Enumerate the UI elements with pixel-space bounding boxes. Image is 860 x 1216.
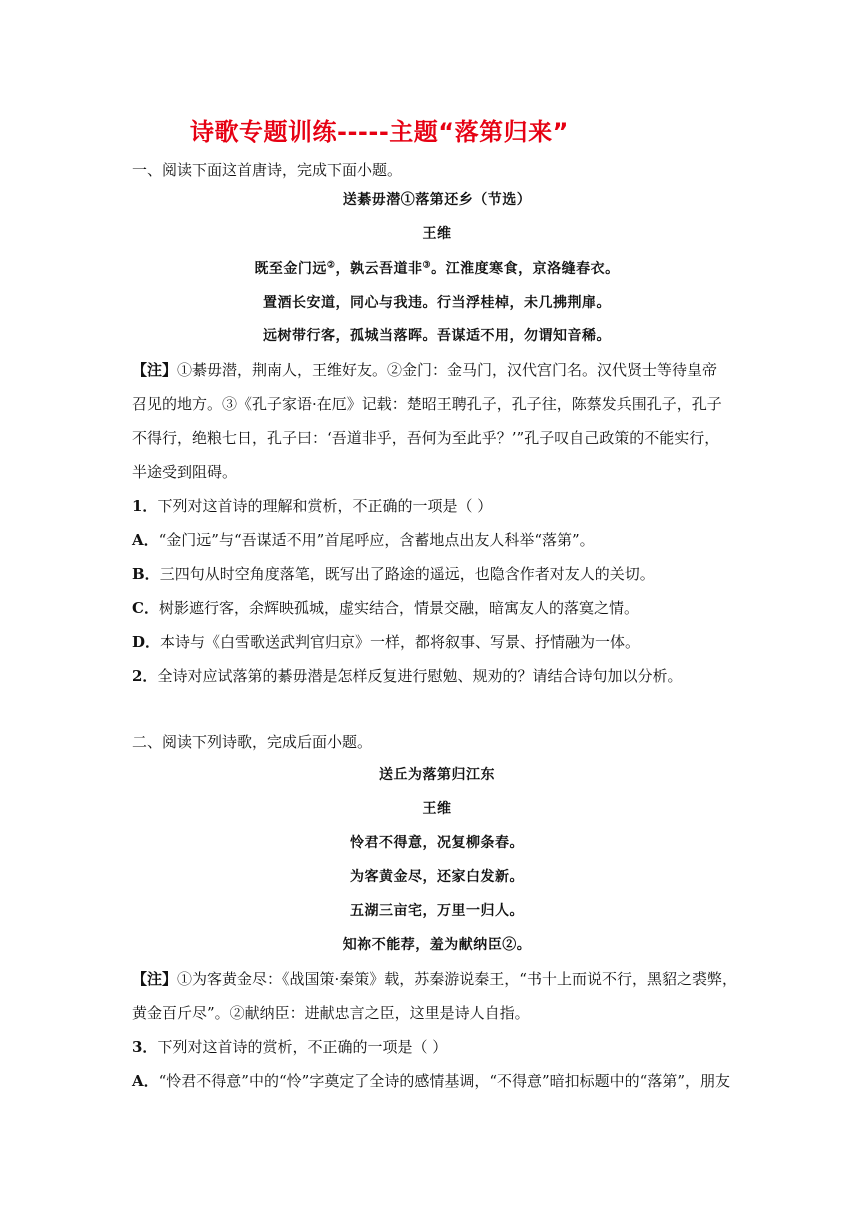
poem1-line-1-part-b: ，孰云吾道非 bbox=[335, 261, 423, 277]
option-1d-text: 本诗与《白雪歌送武判官归京》一样，都将叙事、写景、抒情融为一体。 bbox=[160, 633, 641, 651]
option-1b-label: B． bbox=[132, 565, 160, 583]
poem1-title: 送綦毋潜①落第还乡（节选） bbox=[342, 192, 532, 208]
poem2-title: 送丘为落第归江东 bbox=[379, 767, 495, 783]
note2-line-2: 黄金百斤尽”。②献纳臣：进献忠言之臣，这里是诗人自指。 bbox=[132, 1004, 530, 1022]
option-3a bbox=[132, 1071, 742, 1091]
option-3a-label: A． bbox=[132, 1072, 159, 1090]
question-2 bbox=[132, 666, 742, 686]
option-3a-text: “怜君不得意”中的“怜”字奠定了全诗的感情基调，“不得意”暗扣标题中的“落第”，朋友 bbox=[158, 1072, 730, 1090]
question-2-number: 2． bbox=[132, 667, 158, 685]
poem1-author: 王维 bbox=[422, 226, 452, 242]
note1-label: 【注】 bbox=[132, 361, 178, 379]
question-1-text: 下列对这首诗的理解和赏析，不正确的一项是（ ） bbox=[157, 497, 493, 515]
note1-line-1 bbox=[132, 360, 742, 380]
note2-line-1 bbox=[132, 969, 742, 989]
poem1-line-2: 置酒长安道，同心与我违。行当浮桂棹，未几拂荆扉。 bbox=[263, 295, 611, 311]
poem1-line-1-part-a: 既至金门远 bbox=[254, 261, 327, 277]
option-1b bbox=[132, 564, 742, 584]
option-1d-label: D． bbox=[132, 633, 161, 651]
document-title: 诗歌专题训练-----主题“落第归来” bbox=[190, 118, 569, 146]
poem1-line-1 bbox=[132, 259, 742, 279]
note2-label: 【注】 bbox=[132, 970, 178, 988]
option-1c bbox=[132, 598, 742, 618]
poem2-author: 王维 bbox=[422, 801, 452, 817]
footnote-mark-3: ③ bbox=[422, 260, 432, 271]
option-1b-text: 三四句从时空角度落笔，既写出了路途的遥远，也隐含作者对友人的关切。 bbox=[159, 565, 655, 583]
option-1a bbox=[132, 530, 742, 550]
question-3-number: 3． bbox=[132, 1038, 158, 1056]
question-3 bbox=[132, 1037, 742, 1057]
question-3-text: 下列对这首诗的赏析，不正确的一项是（ ） bbox=[157, 1038, 448, 1056]
note1-line-3: 不得行，绝粮七日，孔子曰：‘吾道非乎，吾何为至此乎？’”孔子叹自己政策的不能实行， bbox=[132, 429, 720, 447]
question-2-text: 全诗对应试落第的綦毋潜是怎样反复进行慰勉、规劝的？请结合诗句加以分析。 bbox=[157, 667, 683, 685]
poem2-line-3: 五湖三亩宅，万里一归人。 bbox=[350, 903, 524, 919]
section1-heading: 一、阅读下面这首唐诗，完成下面小题。 bbox=[132, 161, 403, 179]
question-1 bbox=[132, 496, 742, 516]
question-1-number: 1． bbox=[132, 497, 158, 515]
note1-line-2: 召见的地方。③《孔子家语·在厄》记载：楚昭王聘孔子，孔子往，陈蔡发兵围孔子，孔子 bbox=[132, 395, 722, 413]
poem1-line-3: 远树带行客，孤城当落晖。吾谋适不用，勿谓知音稀。 bbox=[263, 328, 611, 344]
poem2-line-4: 知祢不能荐，羞为献纳臣②。 bbox=[342, 937, 532, 953]
note2-text-1: ①为客黄金尽：《战国策·秦策》载，苏秦游说秦王，“书十上而说不行，黑貂之裘弊， bbox=[177, 970, 737, 988]
poem2-line-2: 为客黄金尽，还家白发新。 bbox=[350, 869, 524, 885]
footnote-mark-2: ② bbox=[326, 260, 336, 271]
option-1a-label: A． bbox=[132, 531, 159, 549]
note1-text-1: ①綦毋潜，荆南人，王维好友。②金门：金马门，汉代宫门名。汉代贤士等待皇帝 bbox=[177, 361, 718, 379]
option-1a-text: “金门远”与“吾谋适不用”首尾呼应，含蓄地点出友人科举“落第”。 bbox=[158, 531, 595, 549]
section2-heading: 二、阅读下列诗歌，完成后面小题。 bbox=[132, 733, 373, 751]
option-1c-label: C． bbox=[132, 599, 159, 617]
option-1c-text: 树影遮行客，余辉映孤城，虚实结合，情景交融，暗寓友人的落寞之情。 bbox=[158, 599, 639, 617]
option-1d bbox=[132, 632, 742, 652]
poem1-line-1-part-c: 。江淮度寒食，京洛缝春衣。 bbox=[431, 261, 620, 277]
note1-line-4: 半途受到阻碍。 bbox=[132, 463, 238, 481]
poem2-line-1: 怜君不得意，况复柳条春。 bbox=[350, 835, 524, 851]
